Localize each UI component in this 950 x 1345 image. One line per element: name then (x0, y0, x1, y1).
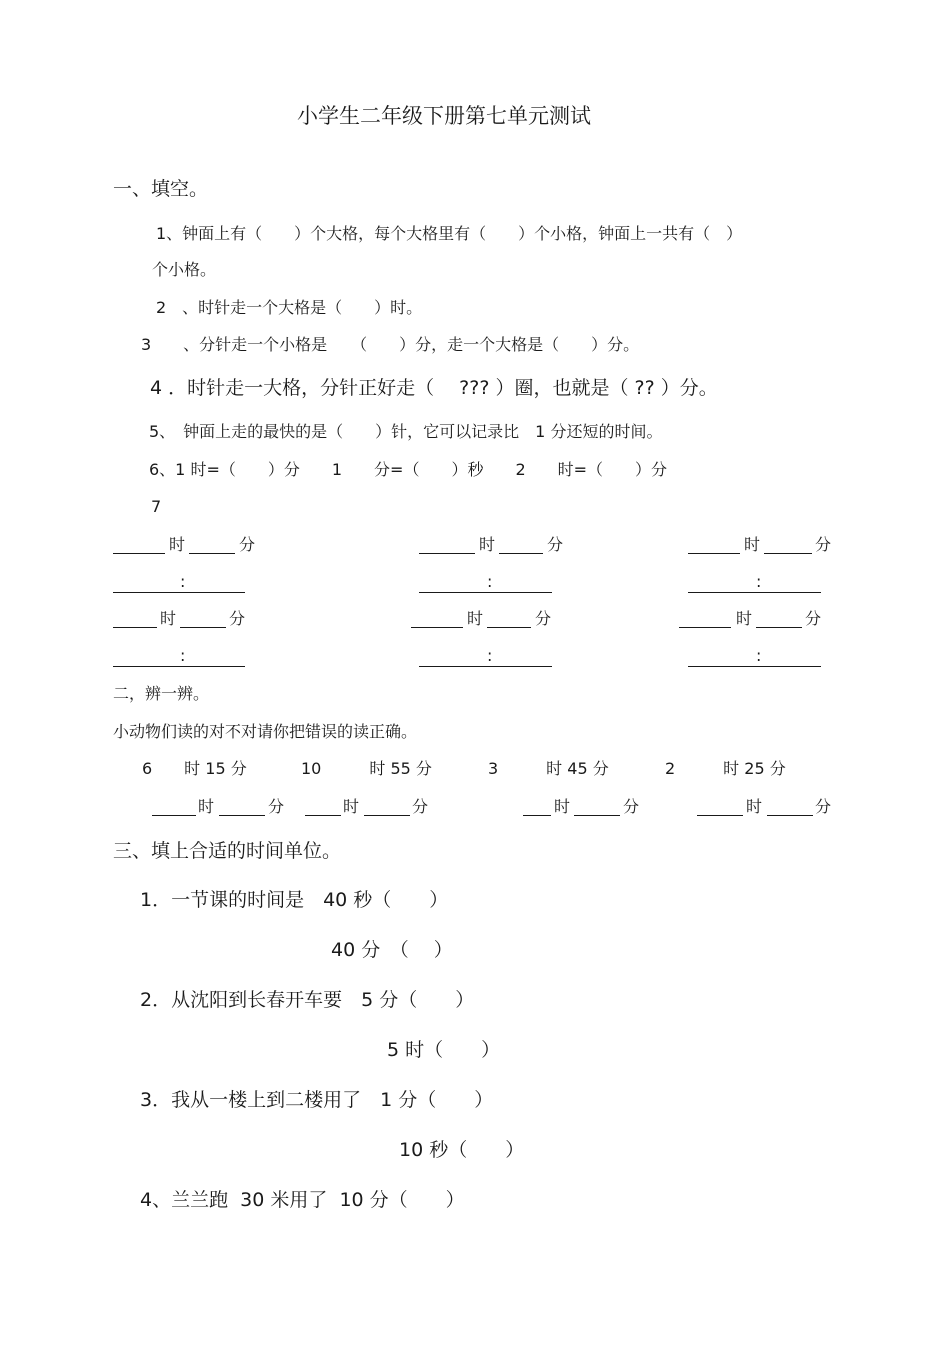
colon: : (756, 646, 762, 665)
minute-label: 分 (547, 535, 564, 554)
minute-blank[interactable] (767, 815, 813, 816)
hour-blank[interactable] (679, 627, 731, 628)
hour-blank[interactable] (113, 553, 165, 554)
unit-question-2b: 5 时（ ） (387, 1039, 501, 1061)
reading-3: 3 时 45 分 (488, 759, 609, 778)
question-1-line-1: 1、钟面上有（ ）个大格，每个大格里有（ ）个小格，钟面上一共有（ ） (156, 224, 743, 243)
colon: : (487, 646, 493, 665)
minute-blank[interactable] (364, 815, 410, 816)
unit-question-3b: 10 秒（ ） (399, 1139, 525, 1161)
reading-2: 10 时 55 分 (301, 759, 432, 778)
hour-blank[interactable] (152, 815, 196, 816)
minute-label: 分 (239, 535, 256, 554)
minute-label: 分 (535, 609, 552, 628)
hour-blank[interactable] (113, 627, 157, 628)
hour-label: 时 (160, 609, 177, 628)
question-4: 4 ．时针走一大格，分针正好走（ ??? ）圈，也就是（ ?? ）分。 (150, 377, 718, 399)
unit-question-4: 4、兰兰跑 30 米用了 10 分（ ） (140, 1189, 465, 1211)
unit-question-1a: 1．一节课的时间是 40 秒（ ） (140, 889, 449, 911)
hour-label: 时 (479, 535, 496, 554)
colon: : (180, 646, 186, 665)
colon: : (180, 572, 186, 591)
minute-blank[interactable] (180, 627, 226, 628)
minute-label: 分 (412, 797, 429, 816)
unit-question-2a: 2．从沈阳到长春开车要 5 分（ ） (140, 989, 475, 1011)
minute-blank[interactable] (499, 553, 543, 554)
hour-label: 时 (467, 609, 484, 628)
question-1-line-2: 个小格。 (152, 260, 217, 279)
hour-label: 时 (169, 535, 186, 554)
minute-label: 分 (805, 609, 822, 628)
hour-label: 时 (343, 797, 360, 816)
section-2-heading: 二，辨一辨。 (113, 684, 210, 703)
digital-blank[interactable] (688, 666, 821, 667)
minute-blank[interactable] (756, 627, 802, 628)
unit-question-3a: 3．我从一楼上到二楼用了 1 分（ ） (140, 1089, 494, 1111)
minute-label: 分 (815, 797, 832, 816)
reading-4: 2 时 25 分 (665, 759, 786, 778)
hour-label: 时 (554, 797, 571, 816)
question-7-number: 7 (151, 497, 162, 516)
minute-label: 分 (623, 797, 640, 816)
unit-question-1b: 40 分 （ ） (331, 939, 453, 961)
minute-label: 分 (268, 797, 285, 816)
digital-blank[interactable] (419, 666, 552, 667)
section-2-intro: 小动物们读的对不对请你把错误的读正确。 (113, 722, 418, 741)
question-6: 6、1 时=（ ）分 1 分=（ ）秒 2 时=（ ）分 (149, 460, 668, 479)
question-2: 2 、时针走一个大格是（ ）时。 (156, 298, 423, 317)
minute-blank[interactable] (764, 553, 812, 554)
minute-blank[interactable] (219, 815, 265, 816)
digital-blank[interactable] (419, 592, 552, 593)
question-5: 5、 钟面上走的最快的是（ ）针，它可以记录比 1 分还短的时间。 (149, 422, 663, 441)
digital-blank[interactable] (113, 666, 245, 667)
hour-blank[interactable] (697, 815, 743, 816)
section-3-heading: 三、填上合适的时间单位。 (113, 840, 342, 862)
hour-blank[interactable] (411, 627, 463, 628)
page-title: 小学生二年级下册第七单元测试 (297, 104, 591, 128)
colon: : (487, 572, 493, 591)
minute-blank[interactable] (487, 627, 531, 628)
hour-blank[interactable] (688, 553, 740, 554)
hour-label: 时 (744, 535, 761, 554)
section-1-heading: 一、填空。 (113, 178, 209, 200)
hour-label: 时 (198, 797, 215, 816)
hour-blank[interactable] (419, 553, 475, 554)
question-3: 3 、分针走一个小格是 （ ）分，走一个大格是（ ）分。 (141, 335, 640, 354)
colon: : (756, 572, 762, 591)
digital-blank[interactable] (113, 592, 245, 593)
hour-label: 时 (746, 797, 763, 816)
hour-blank[interactable] (523, 815, 551, 816)
minute-blank[interactable] (574, 815, 620, 816)
hour-blank[interactable] (305, 815, 341, 816)
reading-1: 6 时 15 分 (142, 759, 247, 778)
hour-label: 时 (736, 609, 753, 628)
digital-blank[interactable] (688, 592, 821, 593)
minute-blank[interactable] (189, 553, 235, 554)
minute-label: 分 (229, 609, 246, 628)
minute-label: 分 (815, 535, 832, 554)
